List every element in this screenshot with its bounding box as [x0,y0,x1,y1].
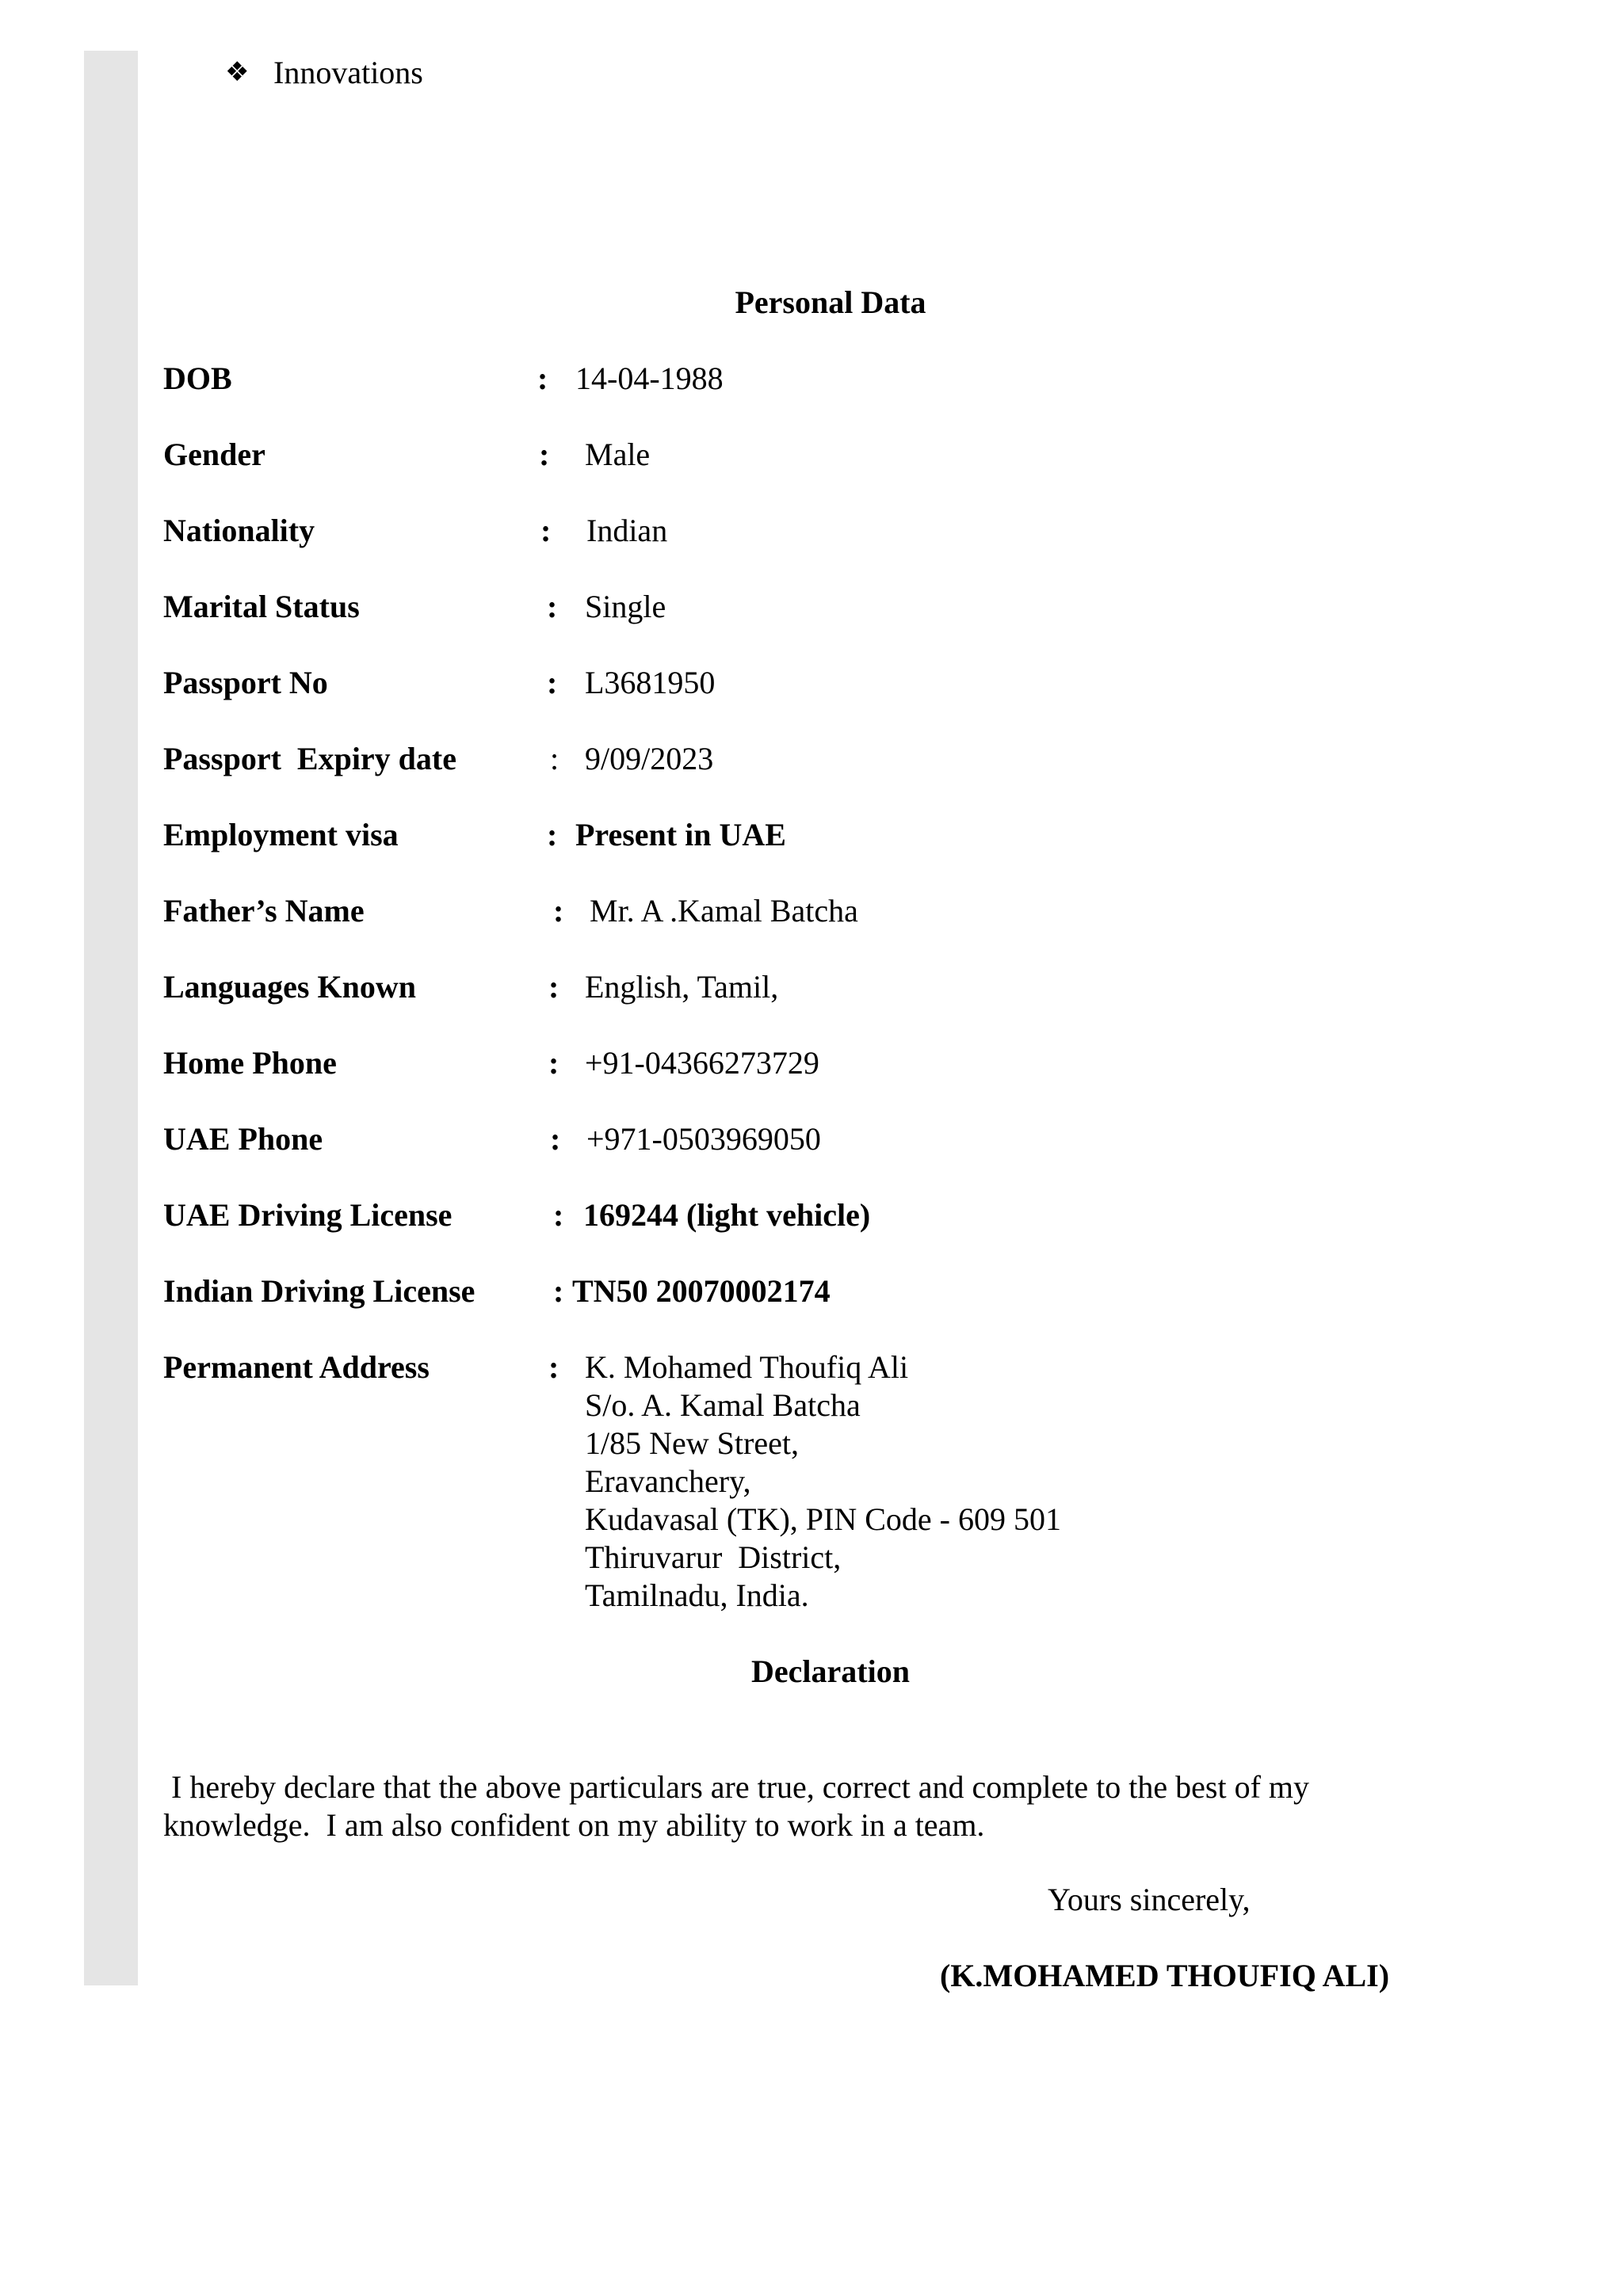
closing-salutation: Yours sincerely, [1048,1882,1251,1917]
field-value-marital-status: Single [585,589,666,624]
declaration-line: knowledge. I am also confident on my ability to work in a team. [163,1807,985,1843]
field-colon: : [547,817,558,852]
field-value-gender: Male [585,437,651,472]
field-colon: : [547,665,558,700]
bullet-item-innovations: Innovations [273,55,423,90]
field-label-languages-known: Languages Known [163,969,416,1005]
address-line: Eravanchery, [585,1463,751,1499]
field-colon: : [553,1273,564,1309]
address-line: Kudavasal (TK), PIN Code - 609 501 [585,1501,1061,1537]
field-label-uae-driving-license: UAE Driving License [163,1197,453,1233]
field-value-uae-phone: +971-0503969050 [586,1121,821,1157]
left-margin-bar [84,51,138,1985]
field-value-passport-no: L3681950 [585,665,716,700]
field-colon: : [548,1349,559,1385]
field-label-employment-visa: Employment visa [163,817,399,852]
field-colon: : [537,360,548,396]
field-label-uae-phone: UAE Phone [163,1121,323,1157]
address-line: 1/85 New Street, [585,1425,799,1461]
field-label-home-phone: Home Phone [163,1045,337,1081]
field-value-languages-known: English, Tamil, [585,969,779,1005]
field-value-passport-expiry: 9/09/2023 [585,741,714,776]
field-colon: : [548,969,559,1005]
address-line: Tamilnadu, India. [585,1577,809,1613]
signature-name: (K.MOHAMED THOUFIQ ALI) [940,1958,1390,1993]
field-colon: : [548,1045,559,1081]
field-label-indian-driving-license: Indian Driving License [163,1273,475,1309]
field-label-passport-expiry: Passport Expiry date [163,741,456,776]
personal-data-heading: Personal Data [735,284,926,320]
field-value-fathers-name: Mr. A .Kamal Batcha [590,893,858,929]
field-label-dob: DOB [163,360,232,396]
field-label-marital-status: Marital Status [163,589,360,624]
field-label-gender: Gender [163,437,265,472]
address-line: K. Mohamed Thoufiq Ali [585,1349,909,1385]
field-label-fathers-name: Father’s Name [163,893,365,929]
field-value-home-phone: +91-04366273729 [585,1045,819,1081]
field-value-employment-visa: Present in UAE [575,817,786,852]
four-diamond-bullet-icon: ❖ [225,56,250,88]
declaration-heading: Declaration [751,1653,910,1689]
field-value-uae-driving-license: 169244 (light vehicle) [583,1197,871,1233]
field-value-nationality: Indian [586,513,668,548]
field-colon: : [540,513,552,548]
field-label-permanent-address: Permanent Address [163,1349,430,1385]
field-colon: : [539,437,550,472]
field-colon: : [550,741,559,776]
field-label-passport-no: Passport No [163,665,328,700]
field-colon: : [553,893,564,929]
address-line: Thiruvarur District, [585,1539,842,1575]
field-value-dob: 14-04-1988 [575,360,724,396]
field-label-nationality: Nationality [163,513,315,548]
field-colon: : [553,1197,564,1233]
field-value-indian-driving-license: TN50 20070002174 [572,1273,831,1309]
declaration-line: I hereby declare that the above particulars are true, correct and complete to the best of my [163,1769,1309,1805]
field-colon: : [550,1121,561,1157]
field-colon: : [547,589,558,624]
address-line: S/o. A. Kamal Batcha [585,1387,861,1423]
